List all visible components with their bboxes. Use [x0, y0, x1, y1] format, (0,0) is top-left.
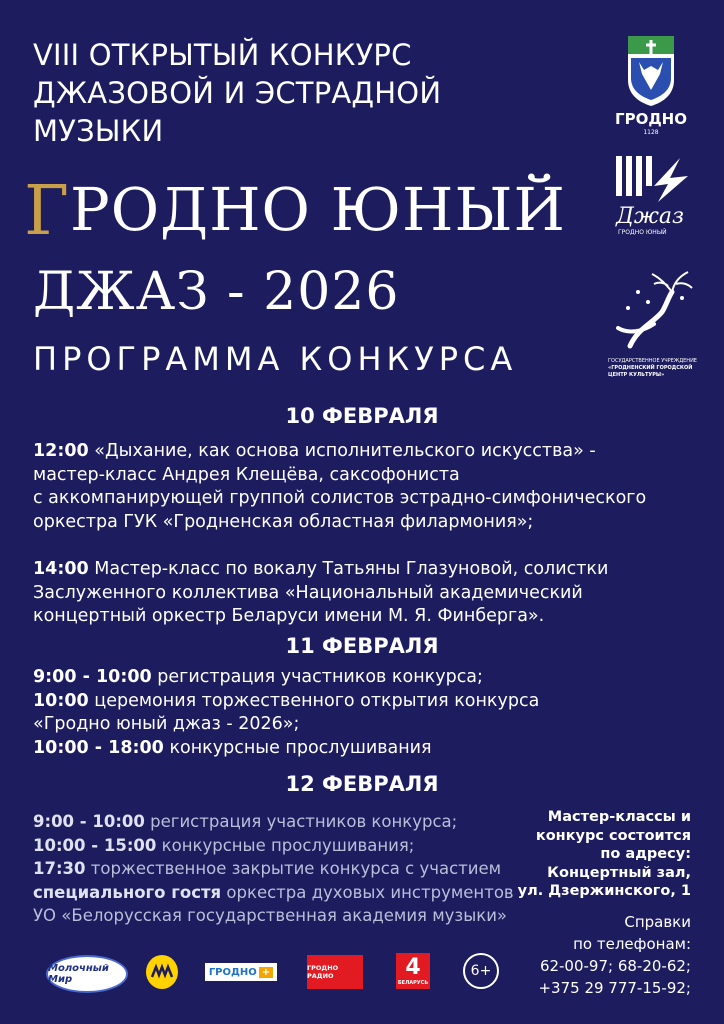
schedule-time: 10:00: [33, 690, 89, 711]
grodno-logo: [606, 28, 696, 136]
culture-center-line-1: ГОСУДАРСТВЕННОЕ УЧРЕЖДЕНИЕ: [608, 358, 697, 364]
schedule-time: 10:00 - 18:00: [33, 737, 164, 758]
culture-center-text: [608, 358, 702, 379]
culture-center-logo: [608, 268, 702, 388]
schedule-text: оркестра ГУК «Гродненская областная филармония»;: [33, 511, 534, 532]
mtz-logo-icon: [146, 955, 178, 989]
schedule-text: «Гродно юный джаз - 2026»;: [33, 714, 300, 734]
deer-icon: [608, 268, 698, 354]
schedule-text: регистрация участников конкурса;: [157, 667, 483, 687]
channel-text: БЕЛАРУСЬ: [397, 980, 429, 986]
schedule-text: оркестра духовых инструментов: [226, 882, 514, 902]
title-line-1: [24, 172, 567, 251]
day-heading-12-feb: 12 ФЕВРАЛЯ: [285, 772, 439, 796]
schedule-time: 14:00: [33, 559, 89, 579]
phone-numbers: 62-00-97; 68-20-62;: [539, 957, 691, 975]
venue-line: Концертный зал,: [547, 864, 691, 881]
schedule-text: регистрация участников конкурса;: [150, 812, 458, 831]
subtitle-line-1: VIII ОТКРЫТЫЙ КОНКУРС: [33, 38, 412, 72]
mtz-emblem-icon: [149, 963, 175, 981]
day-heading-10-feb: 10 ФЕВРАЛЯ: [285, 404, 439, 428]
schedule-text: мастер-класс Андрея Клещёва, саксофониста: [33, 464, 460, 485]
plus-icon: +: [259, 967, 273, 978]
reference-info: [491, 911, 691, 999]
schedule-item: [33, 666, 539, 690]
schedule-text: с аккомпанирующей группой солистов эстрадно-симфонического: [33, 488, 647, 508]
piano-keys-icon: [610, 152, 694, 208]
reference-line: по телефонам:: [573, 935, 691, 953]
special-guest-label: специального гостя: [33, 882, 222, 902]
grodno-plus-text: ГРОДНО: [208, 966, 257, 978]
grodno-logo-year: 1128: [643, 129, 659, 136]
phone-numbers: +375 29 777-15-92;: [538, 979, 691, 997]
schedule-text: конкурсные прослушивания: [169, 737, 432, 758]
grodno-radio-logo: [307, 955, 363, 989]
schedule-item: [33, 881, 514, 905]
schedule-time: 10:00 - 15:00: [33, 835, 157, 855]
venue-line: по адресу:: [600, 846, 691, 862]
title-line-1-rest: РОДНО ЮНЫЙ: [70, 175, 567, 244]
milk-world-logo: [46, 955, 128, 993]
grodno-logo-text: ГРОДНО: [615, 110, 687, 128]
schedule-text: Мастер-класс по вокалу Татьяны Глазуновой, солистки: [94, 559, 609, 579]
day-heading-11-feb: 11 ФЕВРАЛЯ: [285, 634, 439, 658]
day-10-schedule: [33, 440, 646, 629]
jazz-logo-caption: ГРОДНО ЮНЫЙ: [618, 229, 667, 236]
schedule-text: конкурсные прослушивания;: [161, 835, 415, 855]
schedule-time: 12:00: [33, 441, 89, 461]
schedule-text: торжественное закрытие конкурса с участием: [90, 859, 502, 878]
program-heading: ПРОГРАММА КОНКУРСА: [33, 340, 518, 378]
subtitle-line-3: МУЗЫКИ: [33, 114, 164, 148]
culture-center-line-2: «ГРОДНЕНСКИЙ ГОРОДСКОЙ: [608, 365, 693, 371]
jazz-logo: [610, 152, 694, 244]
milk-world-logo-text: Молочный Мир: [48, 963, 109, 985]
venue-line: Мастер-классы и: [547, 809, 691, 825]
schedule-text: Заслуженного коллектива «Национальный академический: [33, 582, 583, 603]
age-rating-text: 6+: [470, 963, 492, 979]
contest-subtitle: [33, 36, 441, 150]
day-11-schedule: [33, 666, 539, 760]
schedule-text: «Дыхание, как основа исполнительского искусства» -: [94, 441, 596, 461]
schedule-item: [33, 440, 646, 464]
channel-number-icon: 4: [405, 955, 421, 980]
schedule-item: [33, 857, 514, 881]
schedule-item: [33, 737, 539, 761]
schedule-time: 9:00 - 10:00: [33, 812, 145, 831]
schedule-text: церемония торжественного открытия конкурса: [94, 690, 540, 711]
grodno-plus-logo: [205, 963, 277, 981]
day-12-schedule: [33, 810, 514, 928]
venue-line: ул. Дзержинского, 1: [517, 883, 691, 899]
grodno-emblem-icon: [606, 28, 696, 110]
schedule-item: [33, 834, 514, 858]
venue-info: [501, 808, 691, 901]
schedule-item: [33, 558, 646, 582]
venue-line: конкурс состоится: [535, 827, 691, 844]
schedule-item: [33, 690, 539, 714]
age-rating-badge: [463, 953, 499, 989]
jazz-logo-script: Джаз: [616, 204, 685, 229]
schedule-time: 9:00 - 10:00: [33, 667, 152, 687]
culture-center-line-3: ЦЕНТР КУЛЬТУРЫ»: [608, 372, 665, 378]
reference-line: Справки: [624, 913, 691, 931]
schedule-text: концертный оркестр Беларуси имени М. Я. Финберга».: [33, 606, 545, 626]
schedule-item: [33, 810, 514, 834]
schedule-time: 17:30: [33, 859, 86, 878]
subtitle-line-2: ДЖАЗОВОЙ И ЭСТРАДНОЙ: [33, 76, 442, 110]
belarus-4-logo: [396, 953, 430, 989]
title-initial-letter: Г: [24, 172, 71, 251]
title-line-2: ДЖАЗ - 2026: [33, 262, 400, 322]
schedule-text: УО «Белорусская государственная академия музыки»: [33, 906, 508, 925]
grodno-radio-text: ГРОДНО РАДИО: [307, 964, 339, 980]
